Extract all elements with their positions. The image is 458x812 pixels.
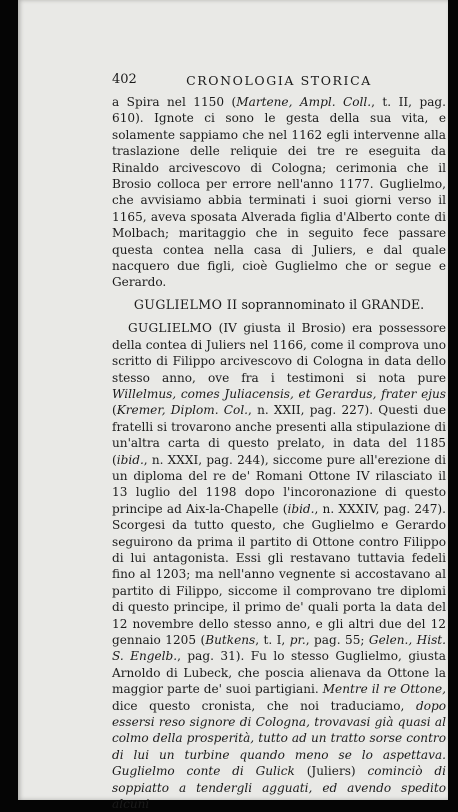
page-number: 402: [112, 72, 137, 87]
italic-text-run: ibid.: [116, 452, 144, 467]
running-head: CRONOLOGIA STORICA: [186, 73, 372, 88]
text-run: (Juliers): [294, 764, 368, 779]
italic-text-run: Willelmus, comes Juliacensis, et Gerardus, frater ejus: [112, 386, 446, 401]
italic-text-run: Gelen., Hist. S. Engelb.: [112, 633, 446, 664]
italic-text-run: Mentre il re Ottone,: [322, 682, 446, 697]
text-run: , pag. 55;: [305, 633, 369, 647]
text-run: dice questo cronista, che noi traduciamo,: [112, 698, 416, 713]
page-header: [112, 72, 446, 94]
italic-text-run: Kremer, Diplom. Col.: [116, 403, 249, 418]
text-run: , t. I,: [255, 633, 290, 647]
text-run: a Spira nel 1150 (: [112, 95, 237, 109]
section-epithet: soprannominato il GRANDE.: [237, 296, 425, 312]
text-run: , n. XXXIV, pag. 247). Scorgesi da tutto questo, che Guglielmo e Gerardo seguirono da prima il partito di Ottone contro Filippo di lui antagonista. Essi gli restavano tuttavia fedeli fino al 1203; ma nell'anno vegnente si accostavano al partito di Filippo, siccome il comprovano tre diplomi di questo principe, il primo de' quali porta la data del 12 novembre dello stesso anno, e gli altri due del 12 gennaio 1205 (: [112, 501, 446, 647]
text-run: , pag. 31). Fu lo stesso Guglielmo, giusta Arnoldo di Lubeck, che poscia alienava da Ottone la maggior parte de' suoi partigiani.: [112, 649, 446, 697]
text-run: (IV giusta il Brosio) era possessore della contea di Juliers nel 1166, come il comprova uno scritto di Filippo arcivescovo di Cologna in data dello stesso anno, ove fra i testimoni si nota pure: [112, 321, 446, 385]
italic-text-run: dopo essersi reso signore di Cologna, trovavasi già quasi al colmo della prosperità, tutto ad un tratto sorse contro di lui un turbine quando meno se lo aspettava. Guglielmo conte di Gulick: [112, 698, 446, 779]
book-page: [18, 0, 448, 812]
page-content: [112, 72, 446, 812]
text-run: , n. XXXI, pag. 244), siccome pure all'erezione di un diploma del re de' Romani Ottone IV rilasciato il 13 luglio del 1198 dopo l'incoronazione di questo principe ad Aix-la-Chapelle (: [112, 452, 446, 516]
section-heading: [112, 297, 446, 313]
text-run: , n. XXII, pag. 227). Questi due fratelli si trovarono anche presenti alla stipulazione di un'altra carta di questo prelato, in data del 1185 (: [112, 403, 446, 467]
italic-text-run: cominciò di soppiatto a tendergli agguati, ed avendo spedito alcuni: [112, 764, 446, 812]
text-run: , t. II, pag. 610). Ignote ci sono le gesta della sua vita, e solamente sappiamo che nel 1162 egli intervenne alla traslazione delle reliquie dei tre re eseguita da Rinaldo arcivescovo di Cologna; cerimonia che il Brosio colloca per errore nell'anno 1177. Guglielmo, che avvisiamo abbia terminati i suoi giorni verso il 1165, aveva sposata Alverada figlia d'Alberto conte di Molbach; maritaggio che in seguito fece passare questa contea nella casa di Juliers, e dal quale nacquero due figli, cioè Guglielmo che or segue e Gerardo.: [112, 95, 446, 290]
section-name: GUGLIELMO II: [133, 296, 238, 312]
italic-text-run: Martene, Ampl. Coll.: [236, 95, 372, 109]
paragraph-continued: [112, 94, 446, 291]
italic-text-run: Butkens: [205, 633, 256, 647]
text-run: GUGLIELMO: [128, 321, 213, 336]
italic-text-run: ibid.: [287, 501, 315, 516]
italic-text-run: pr.: [289, 633, 306, 647]
paragraph-guglielmo-ii: [112, 320, 446, 812]
text-run: (: [112, 403, 117, 418]
